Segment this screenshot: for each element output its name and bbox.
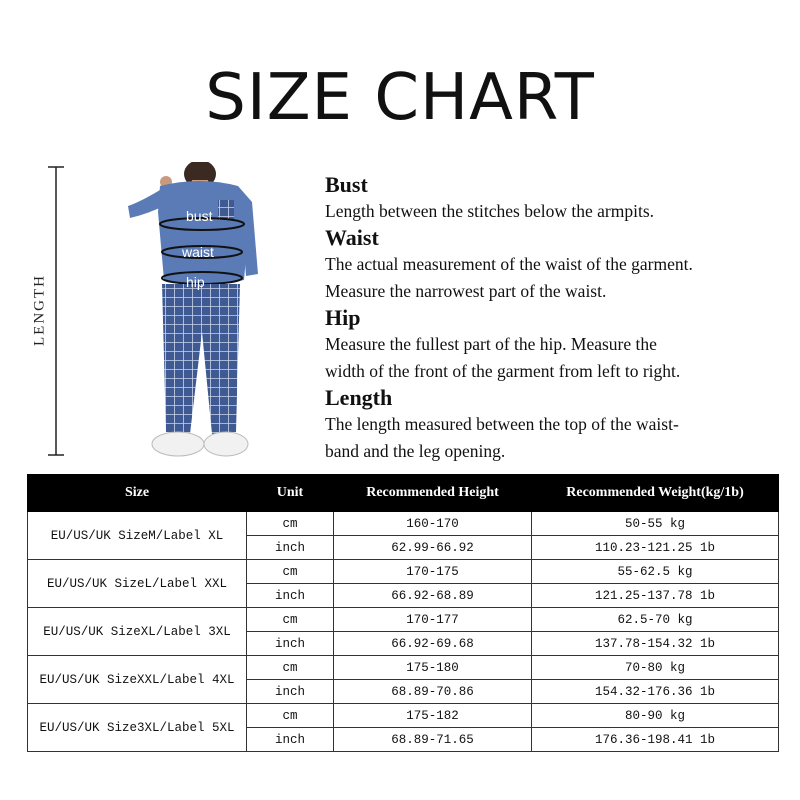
definition-term-length: Length	[325, 385, 393, 410]
pajama-model-illustration	[120, 162, 270, 462]
unit-cell: inch	[247, 728, 334, 752]
height-cell: 66.92-68.89	[334, 584, 532, 608]
size-table	[27, 474, 779, 752]
definition-term-waist: Waist	[325, 225, 379, 250]
table-row	[28, 704, 779, 728]
height-cell: 160-170	[334, 512, 532, 536]
weight-cell: 137.78-154.32 1b	[532, 632, 779, 656]
height-cell: 68.89-70.86	[334, 680, 532, 704]
definition-term-bust: Bust	[325, 172, 368, 197]
measurement-definitions	[325, 172, 795, 465]
bust-tag: bust	[186, 208, 213, 224]
size-cell: EU/US/UK SizeXXL/Label 4XL	[28, 656, 247, 704]
weight-cell: 176.36-198.41 1b	[532, 728, 779, 752]
weight-cell: 70-80 kg	[532, 656, 779, 680]
hip-tag: hip	[186, 274, 205, 290]
table-header-row	[28, 475, 779, 512]
height-cell: 66.92-69.68	[334, 632, 532, 656]
definition-text: Measure the fullest part of the hip. Measure the	[325, 334, 657, 354]
height-cell: 68.89-71.65	[334, 728, 532, 752]
weight-cell: 50-55 kg	[532, 512, 779, 536]
weight-cell: 62.5-70 kg	[532, 608, 779, 632]
waist-tag: waist	[182, 244, 214, 260]
size-cell: EU/US/UK SizeL/Label XXL	[28, 560, 247, 608]
definition-text: The length measured between the top of the waist-	[325, 414, 679, 434]
unit-cell: inch	[247, 584, 334, 608]
header-weight: Recommended Weight(kg/1b)	[532, 475, 779, 512]
header-size: Size	[28, 475, 247, 512]
weight-cell: 55-62.5 kg	[532, 560, 779, 584]
height-cell: 175-182	[334, 704, 532, 728]
weight-cell: 154.32-176.36 1b	[532, 680, 779, 704]
unit-cell: cm	[247, 512, 334, 536]
weight-cell: 110.23-121.25 1b	[532, 536, 779, 560]
unit-cell: cm	[247, 560, 334, 584]
model-figure	[120, 162, 270, 462]
unit-cell: inch	[247, 680, 334, 704]
weight-cell: 121.25-137.78 1b	[532, 584, 779, 608]
height-cell: 170-177	[334, 608, 532, 632]
header-height: Recommended Height	[334, 475, 532, 512]
unit-cell: inch	[247, 632, 334, 656]
size-cell: EU/US/UK SizeM/Label XL	[28, 512, 247, 560]
definition-text: width of the front of the garment from left to right.	[325, 361, 681, 381]
size-cell: EU/US/UK SizeXL/Label 3XL	[28, 608, 247, 656]
unit-cell: cm	[247, 704, 334, 728]
header-unit: Unit	[247, 475, 334, 512]
definition-text: Measure the narrowest part of the waist.	[325, 281, 607, 301]
unit-cell: cm	[247, 608, 334, 632]
table-row	[28, 560, 779, 584]
table-row	[28, 512, 779, 536]
height-cell: 62.99-66.92	[334, 536, 532, 560]
definition-text: Length between the stitches below the armpits.	[325, 201, 655, 221]
height-cell: 175-180	[334, 656, 532, 680]
definition-term-hip: Hip	[325, 305, 361, 330]
weight-cell: 80-90 kg	[532, 704, 779, 728]
page-title: SIZE CHART	[205, 61, 595, 135]
length-label: LENGTH	[31, 274, 48, 346]
definition-text: band and the leg opening.	[325, 441, 506, 461]
size-cell: EU/US/UK Size3XL/Label 5XL	[28, 704, 247, 752]
table-row	[28, 608, 779, 632]
unit-cell: inch	[247, 536, 334, 560]
height-cell: 170-175	[334, 560, 532, 584]
unit-cell: cm	[247, 656, 334, 680]
definition-text: The actual measurement of the waist of the garment.	[325, 254, 693, 274]
table-row	[28, 656, 779, 680]
